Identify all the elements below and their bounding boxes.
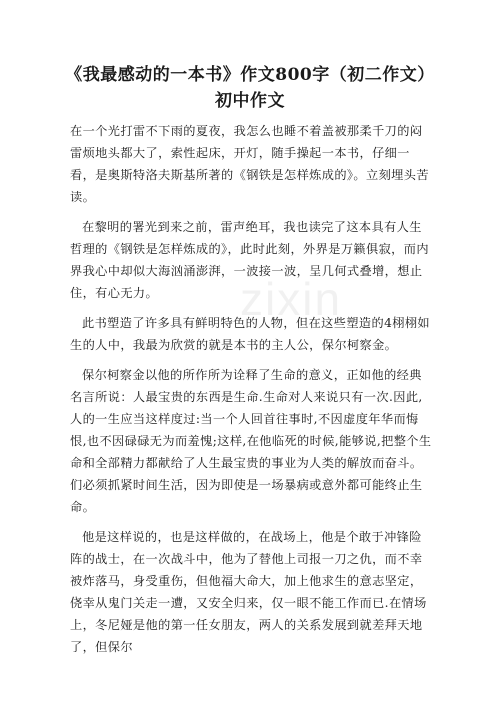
paragraph-4: 保尔柯察金以他的所作所为诠释了生命的意义，正如他的经典名言所说：人最宝贵的东西是生命.生命对人来说只有一次.因此,人的一生应当这样度过:当一个人回首往事时,不因虚度年华而悔恨,也不因碌碌无为而羞愧;这样,在他临死的时候,能够说,把整个生命和全部精力都献给了人生最宝贵的事业为人类的解放而奋斗。们必须抓紧时间生活，因为即使是一场暴病或意外都可能终止生命。 — [70, 368, 432, 514]
paragraph-2: 在黎明的署光到来之前，雷声绝耳，我也读完了这本具有人生哲理的《钢铁是怎样炼成的》，此时此刻，外界是万籁俱寂，而内界我心中却似大海汹涌澎湃，一波接一波，呈几何式叠增，想止住，有心无力。 — [70, 220, 429, 300]
paragraph-5: 他是这样说的，也是这样做的，在战场上，他是个敢于冲锋险阵的战士，在一次战斗中，他为了替他上司报一刀之仇，而不幸被炸落马，身受重伤，但他福大命大，加上他求生的意志坚定，侥幸从鬼门关走一遭，又安全归来，仅一眼不能工作而已.在情场上，冬尼娅是他的第一任女朋友，两人的关系发展到就差拜天地了，但保尔 — [70, 530, 427, 654]
paragraph-1: 在一个光打雷不下雨的夏夜，我怎么也睡不着盖被那柔千刀的闷雷烦地头都大了，索性起床，开灯，随手操起一本书，仔细一看，是奥斯特洛夫斯基所著的《钢铁是怎样炼成的》。立刻埋头苦读。 — [70, 124, 429, 204]
watermark: zixin — [240, 273, 343, 325]
article-body — [70, 120, 432, 666]
page-title: 《我最感动的一本书》作文800字（初二作文）初中作文 — [65, 65, 435, 111]
paragraph-3: 此书塑造了许多具有鲜明特色的人物，但在这些塑造的4栩栩如生的人中，我最为欣赏的就是本书的主人公，保尔柯察金。 — [70, 316, 431, 352]
